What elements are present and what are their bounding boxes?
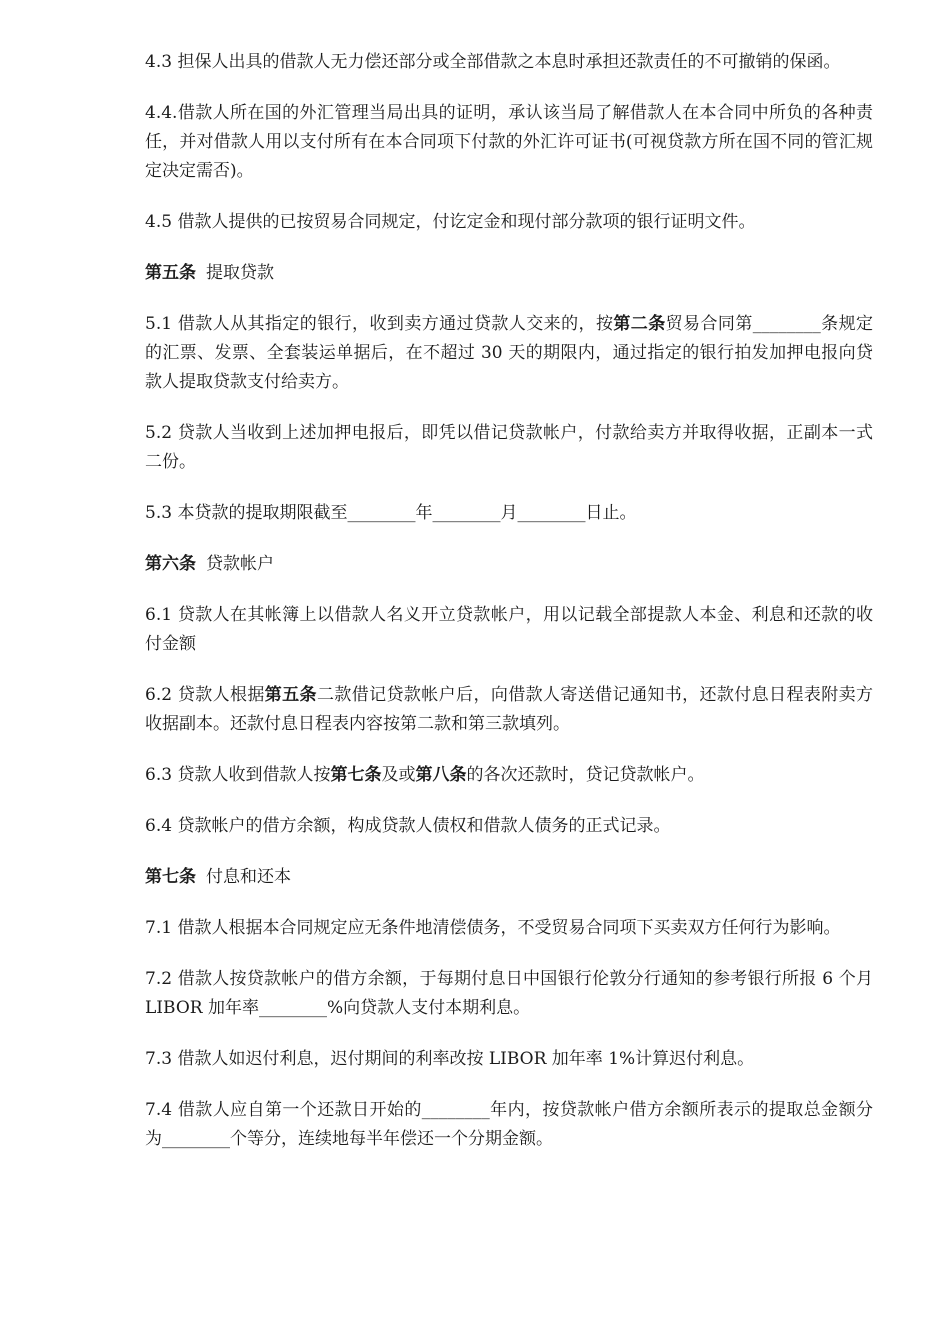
article-6-heading <box>145 550 873 579</box>
clause-6-3-part-e: 的各次还款时，贷记贷款帐户。 <box>466 765 705 785</box>
article-7-label: 第七条 <box>145 867 196 887</box>
clause-6-1: 6.1 贷款人在其帐簿上以借款人名义开立贷款帐户，用以记载全部提款人本金、利息和还款的收付金额 <box>145 605 873 654</box>
clause-6-3-ref-8: 第八条 <box>415 765 467 785</box>
clause-6-2-part-c: 二款借记贷款帐户后，向借款人寄送借记通知书，还款付息日程表附卖方收据副本。还款付息日程表内容按第二款和第三款填列。 <box>145 685 874 734</box>
clause-6-3 <box>145 761 873 790</box>
clause-6-2 <box>145 681 873 739</box>
clause-4-3: 4.3 担保人出具的借款人无力偿还部分或全部借款之本息时承担还款责任的不可撤销的保函。 <box>145 52 841 72</box>
article-6-label: 第六条 <box>145 554 196 574</box>
clause-5-2: 5.2 贷款人当收到上述加押电报后，即凭以借记贷款帐户，付款给卖方并取得收据，正副本一式二份。 <box>145 423 873 472</box>
clause-6-3-ref-7: 第七条 <box>330 765 382 785</box>
clause-7-4: 7.4 借款人应自第一个还款日开始的________年内，按贷款帐户借方余额所表示的提取总金额分为________个等分，连续地每半年偿还一个分期金额。 <box>145 1100 873 1149</box>
clause-4-4: 4.4.借款人所在国的外汇管理当局出具的证明，承认该当局了解借款人在本合同中所负的各种责任，并对借款人用以支付所有在本合同项下付款的外汇许可证书(可视贷款方所在国不同的管汇规定决定需否)。 <box>145 103 873 181</box>
article-5-title: 提取贷款 <box>206 263 274 283</box>
clause-5-1-ref: 第二条 <box>613 314 666 334</box>
article-7-heading <box>145 863 873 892</box>
clause-4-5: 4.5 借款人提供的已按贸易合同规定，付讫定金和现付部分款项的银行证明文件。 <box>145 212 756 232</box>
clause-6-2-part-a: 6.2 贷款人根据 <box>145 685 265 705</box>
article-5-heading <box>145 259 873 288</box>
clause-6-2-ref: 第五条 <box>264 685 317 705</box>
document-body <box>145 48 873 1176</box>
article-6-title: 贷款帐户 <box>206 554 274 574</box>
clause-7-3: 7.3 借款人如迟付利息，迟付期间的利率改按 LIBOR 加年率 1%计算迟付利息。 <box>145 1049 755 1069</box>
clause-6-4: 6.4 贷款帐户的借方余额，构成贷款人债权和借款人债务的正式记录。 <box>145 816 671 836</box>
article-5-label: 第五条 <box>145 263 196 283</box>
article-7-title: 付息和还本 <box>206 867 291 887</box>
clause-5-1-part-a: 5.1 借款人从其指定的银行，收到卖方通过贷款人交来的，按 <box>145 314 614 334</box>
clause-5-3: 5.3 本贷款的提取期限截至________年________月________日止。 <box>145 503 637 523</box>
clause-7-2: 7.2 借款人按贷款帐户的借方余额，于每期付息日中国银行伦敦分行通知的参考银行所报 6 个月 LIBOR 加年率________%向贷款人支付本期利息。 <box>145 969 873 1018</box>
clause-6-3-part-a: 6.3 贷款人收到借款人按 <box>145 765 331 785</box>
clause-7-1: 7.1 借款人根据本合同规定应无条件地清偿债务，不受贸易合同项下买卖双方任何行为影响。 <box>145 918 841 938</box>
clause-5-1-part-c: 贸易合同第________条规定的汇票、发票、全套装运单据后，在不超过 30 天的期限内，通过指定的银行拍发加押电报向贷款人提取贷款支付给卖方。 <box>145 314 874 392</box>
clause-5-1 <box>145 310 873 397</box>
clause-6-3-part-c: 及或 <box>381 765 416 785</box>
